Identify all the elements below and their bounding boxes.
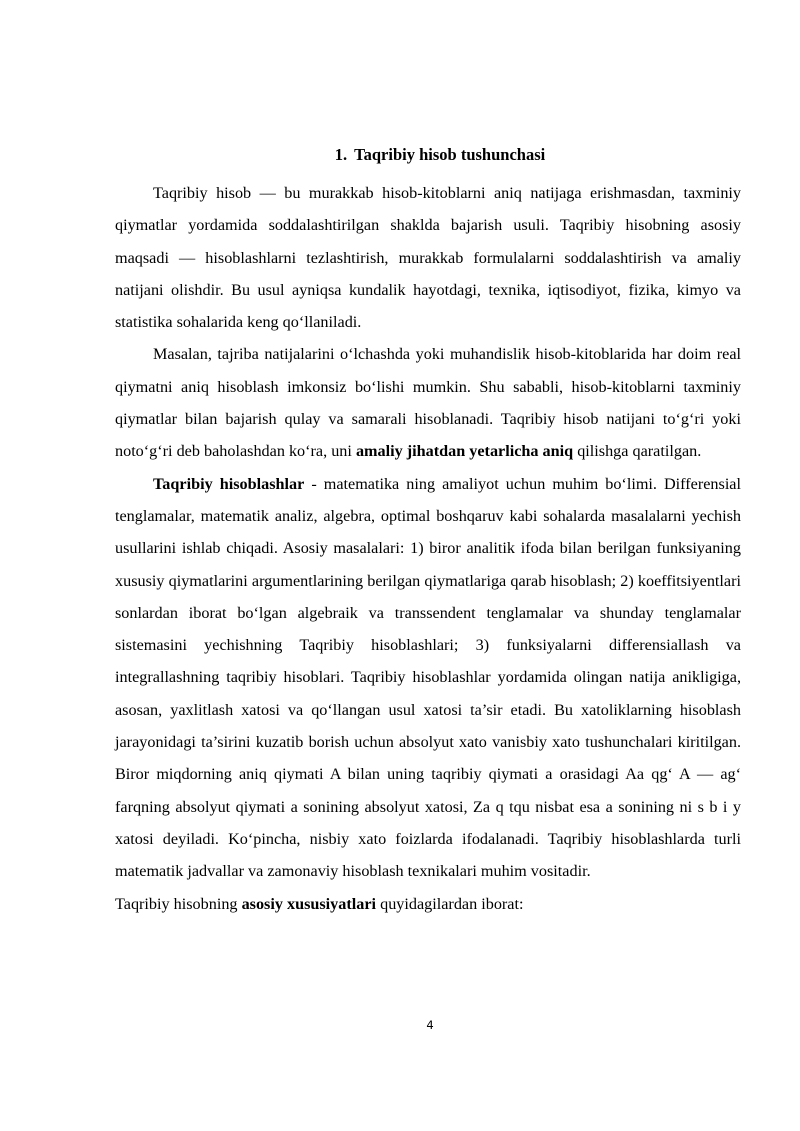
- paragraph-text: qilishga qaratilgan.: [573, 442, 702, 461]
- section-number: 1.: [334, 145, 348, 164]
- bold-term: Taqribiy hisoblashlar: [153, 474, 305, 493]
- bold-phrase: asosiy xususiyatlari: [241, 894, 377, 913]
- paragraph-text: Taqribiy hisob — bu murakkab hisob-kitoblarni aniq natijaga erishmasdan, taxminiy qiymatlar yordamida soddalashtirilgan shaklda bajarish usuli. Taqribiy hisobning asosiy maqsadi — hisoblashlarni tezlashtirish, murakkab formulalarni soddalashtirish va amaliy natijani olishdir. Bu usul ayniqsa kundalik hayotdagi, texnika, iqtisodiyot, fizika, kimyo va statistika sohalarida keng qo‘llaniladi.: [115, 184, 741, 332]
- paragraph-example: [115, 338, 741, 467]
- paragraph-text: quyidagilardan iborat:: [376, 894, 524, 913]
- document-body: [115, 177, 741, 920]
- page-number: 4: [426, 1018, 434, 1032]
- paragraph-text: Masalan, tajriba natijalarini o‘lchashda yoki muhandislik hisob-kitoblarida har doim real qiymatni aniq hisoblash imkonsiz bo‘lishi mumkin. Shu sababli, hisob-kitoblarni taxminiy qiymatlar bilan bajarish qulay va samarali hisoblanadi. Taqribiy hisob natijani to‘g‘ri yoki noto‘g‘ri deb baholashdan ko‘ra, uni: [115, 345, 741, 461]
- paragraph-text: Taqribiy hisobning: [115, 894, 242, 913]
- paragraph-features-intro: [115, 888, 741, 920]
- paragraph-text: - matematika ning amaliyot uchun muhim bo‘limi. Differensial tenglamalar, matematik analiz, algebra, optimal boshqaruv kabi sohalarda masalalarni yechish usullarini ishlab chiqadi. Asosiy masalalari: 1) biror analitik ifoda bilan berilgan funksiyaning xususiy qiymatlarini argumentlarining berilgan qiymatlariga qarab hisoblash; 2) koeffitsiyentlari sonlardan iborat bo‘lgan algebraik va transsendent tenglamalar va shunday tenglamalar sistemasini yechishning Taqribiy hisoblashlari; 3) funksiyalarni differensiallash va integrallashning taqribiy hisoblari. Taqribiy hisoblashlar yordamida olingan natija anikligiga, asosan, yaxlitlash xatosi va qo‘llangan usul xatosi ta’sir etadi. Bu xatoliklarning hisoblash jarayonidagi ta’sirini kuzatib borish uchun absolyut xato vanisbiy xato tushunchalari kiritilgan. Biror miqdorning aniq qiymati A bilan uning taqribiy qiymati a orasidagi Aa qg‘ A — ag‘ farqning absolyut qiymati a sonining absolyut xatosi, Za q tqu nisbat esa a sonining ni s b i y xatosi deyiladi. Ko‘pincha, nisbiy xato foizlarda ifodalanadi. Taqribiy hisoblashlarda turli matematik jadvallar va zamonaviy hisoblash texnikalari muhim vositadir.: [115, 474, 741, 881]
- section-heading: [0, 143, 800, 167]
- bold-phrase: amaliy jihatdan yetarlicha aniq: [355, 442, 574, 461]
- paragraph-computations: [115, 468, 741, 888]
- section-title: Taqribiy hisob tushunchasi: [354, 145, 546, 164]
- paragraph-definition: [115, 177, 741, 338]
